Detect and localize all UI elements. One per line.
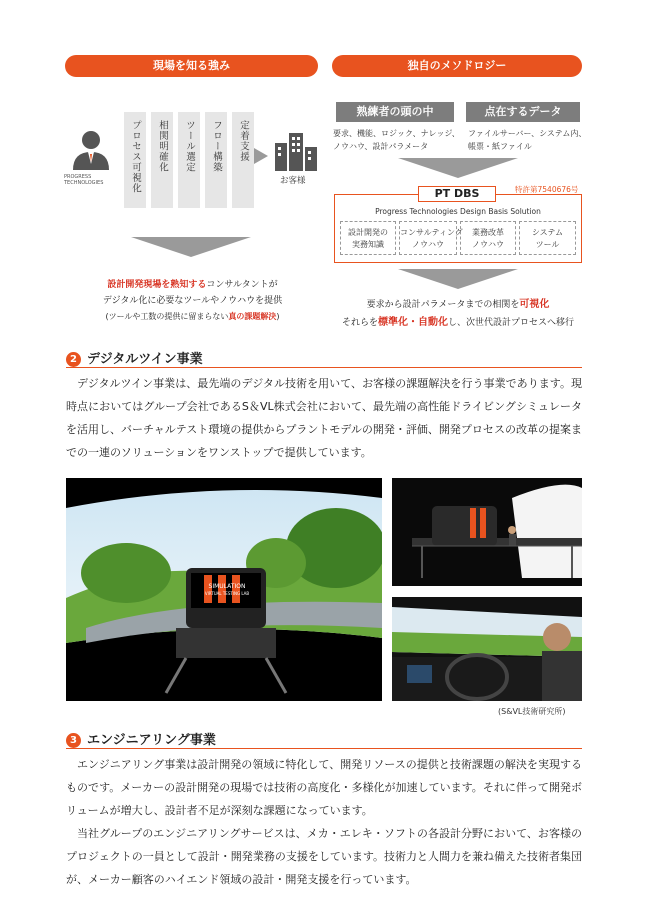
down-arrow-icon (131, 237, 251, 257)
section-2-paragraph: デジタルツイン事業は、最先端のデジタル技術を用いて、お客様の課題解決を行う事業であります。現時点においてはグループ会社であるS＆VL株式会社において、最先端の高性能ドライビングシミュレータを活用し、バーチャルテスト環境の提供からプラントモデルの開発・評価、開発プロセスの改革の提案までの一連のソリューションをワンストップで提供しています。 (66, 377, 582, 459)
bar-correlation: 相関明確化 (157, 120, 168, 173)
building-icon (273, 133, 319, 175)
photo-caption: (S&VL技術研究所) (498, 707, 566, 716)
bar-tool-selection: ツール選定 (184, 120, 195, 173)
simulator-photo-main (66, 478, 382, 701)
simulator-photo-stage (392, 478, 582, 586)
cell-practical-knowledge: 設計開発の 実務知識 (340, 221, 396, 255)
cell-system-tool: システム ツール (519, 221, 576, 255)
expert-mind-box: 熟練者の頭の中 (336, 102, 454, 122)
simulator-logo: SIMULATION VIRTUAL TESTING LAB (204, 583, 250, 596)
section-3-title: 3 エンジニアリング事業 (66, 729, 216, 748)
down-arrow-icon (398, 269, 518, 289)
simulator-photo-cockpit (392, 597, 582, 701)
left-summary: 設計開発現場を熟知するコンサルタントが デジタル化に必要なツールやノウハウを提供 (ツールや工数の提供に留まらない真の課題解決) (102, 280, 283, 321)
section-2-divider (66, 367, 582, 368)
section-3-paragraph-2: 当社グループのエンジニアリングサービスは、メカ・エレキ・ソフトの各設計分野において、お客様のプロジェクトの一員として設計・開発業務の支援をしています。技術力と人間力を兼ね備えた技術者集団が、メーカー顧客のハイエンド領域の設計・開発支援を行っています。 (66, 827, 582, 886)
right-summary: 要求から設計パラメータまでの相関を可視化 それらを標準化・自動化し、次世代設計プロセスへ移行 (341, 299, 575, 328)
arrow-right-icon (254, 148, 268, 168)
expert-mind-text: 要求、機能、ロジック、ナレッジ、 ノウハウ、設計パラメータ (333, 129, 460, 151)
ptdbs-title: PT DBS (418, 186, 496, 202)
ptdbs-subtitle: Progress Technologies Design Basis Solution (375, 207, 541, 216)
cell-consulting-knowhow: コンサルティング ノウハウ (399, 221, 457, 255)
left-highlight-1: 設計開発現場を熟知する (107, 280, 207, 290)
scattered-data-text: ファイルサーバー、システム内、 帳票・紙ファイル (468, 129, 587, 151)
section-3-divider (66, 748, 582, 749)
patent-number: 特許第7540676号 (515, 185, 579, 194)
bar-flow-build: フロー構築 (211, 120, 222, 173)
progress-logo: PROGRESS TECHNOLOGIES (64, 174, 104, 186)
bar-process-visualization: プロセス可視化 (130, 120, 141, 194)
methodology-header: 独自のメソドロジー (332, 55, 582, 77)
scattered-data-box: 点在するデータ (466, 102, 580, 122)
down-arrow-icon (398, 158, 518, 178)
section-3-paragraph-1: エンジニアリング事業は設計開発の領域に特化して、開発リソースの提供と技術課題の解決を実現するものです。メーカーの設計開発の現場では技術の高度化・多様化が加速しています。それに伴って開発ボリュームが増大し、設計者不足が深刻な課題になっています。 (66, 758, 582, 817)
bar-adoption-support: 定着支援 (238, 120, 249, 162)
customer-label: お客様 (280, 176, 306, 186)
strength-header: 現場を知る強み (65, 55, 318, 77)
cell-reform-knowhow: 業務改革 ノウハウ (460, 221, 516, 255)
section-2-title: 2 デジタルツイン事業 (66, 348, 203, 367)
